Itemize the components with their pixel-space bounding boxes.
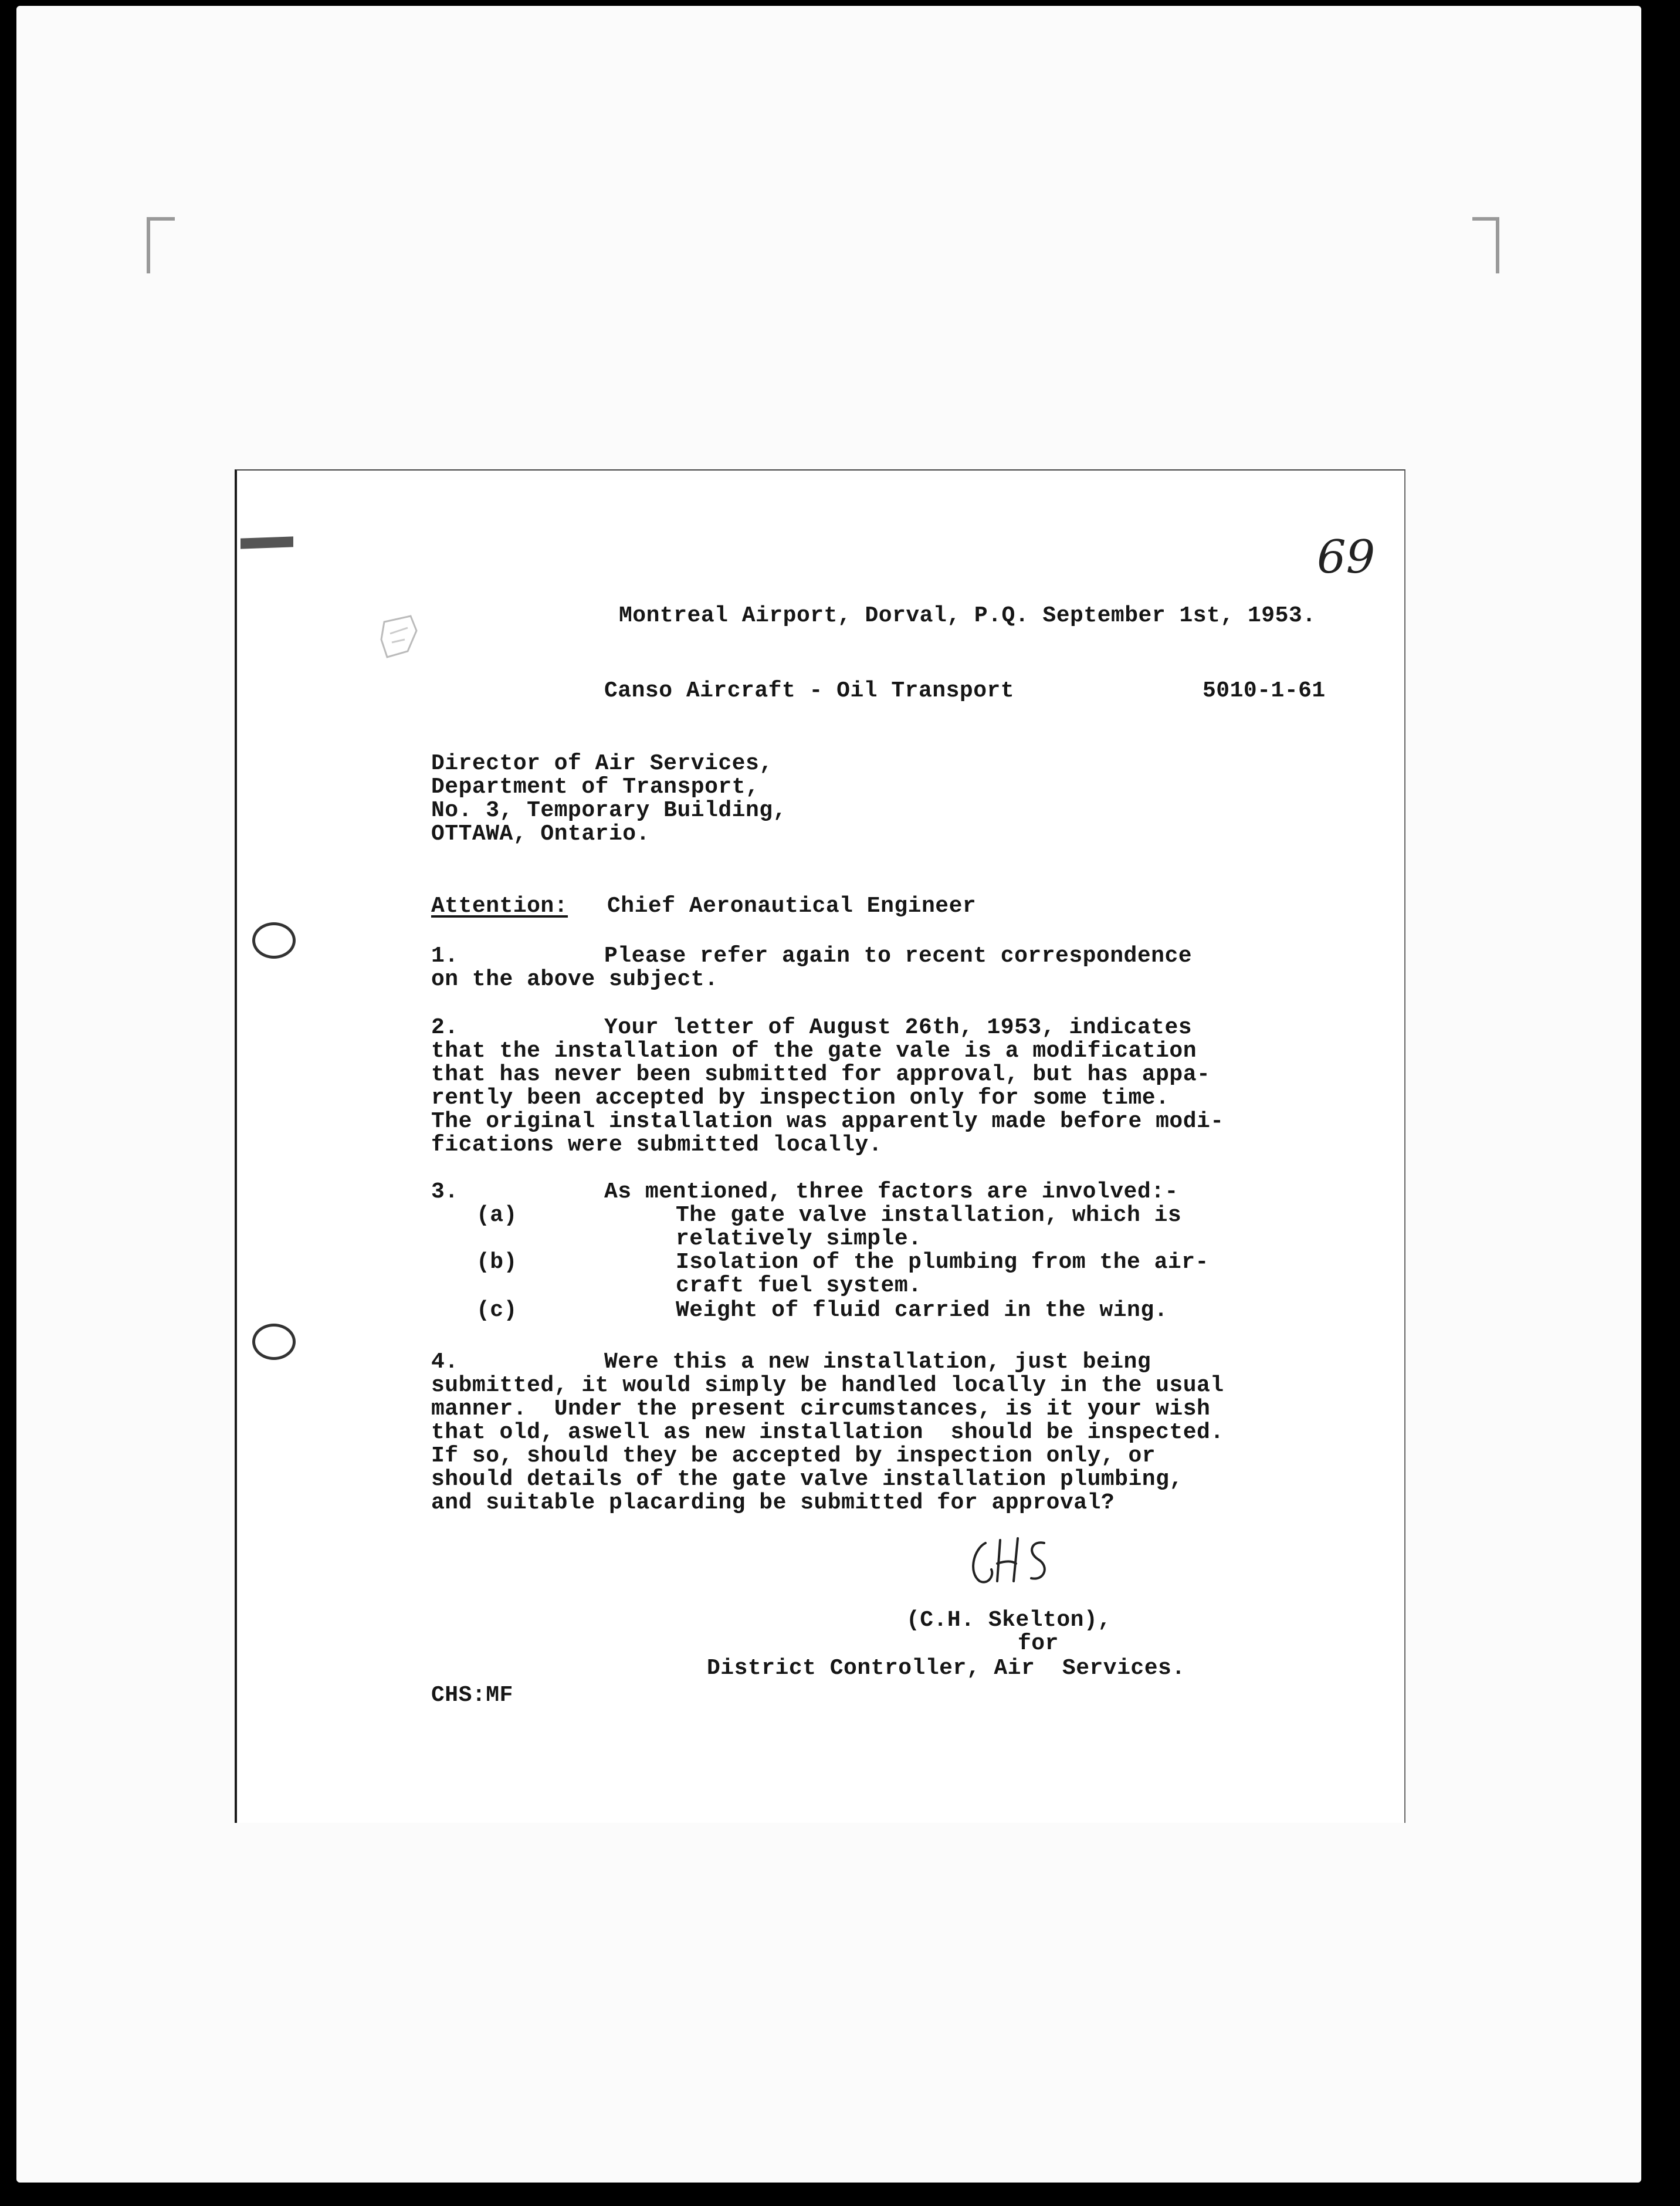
para-4-line-2: submitted, it would simply be handled locally in the usual <box>431 1373 1224 1398</box>
para-3-intro: As mentioned, three factors are involved:- <box>604 1179 1178 1204</box>
address-line-4: OTTAWA, Ontario. <box>431 821 650 847</box>
para-2-line-4: rently been accepted by inspection only for some time. <box>431 1085 1170 1111</box>
reference-initials: CHS:MF <box>431 1683 513 1708</box>
signatory-for: for <box>1018 1631 1059 1656</box>
factor-b-label: (b) <box>476 1250 517 1275</box>
factor-a-line-1: The gate valve installation, which is <box>676 1203 1182 1228</box>
para-2-line-3: that has never been submitted for approval, but has appa- <box>431 1062 1211 1087</box>
para-4-line-7: and suitable placarding be submitted for approval? <box>431 1490 1115 1515</box>
page-number: 69 <box>1317 531 1376 584</box>
factor-a-label: (a) <box>476 1203 517 1228</box>
para-2-line-5: The original installation was apparently made before modi- <box>431 1109 1224 1134</box>
address-line-2: Department of Transport, <box>431 774 760 800</box>
page-edge-smudge <box>241 536 293 549</box>
file-number: 5010-1-61 <box>1203 678 1326 703</box>
para-4-line-1: Were this a new installation, just being <box>604 1349 1151 1375</box>
address-line-3: No. 3, Temporary Building, <box>431 798 787 823</box>
attention-label: Attention: <box>431 894 568 919</box>
para-2-line-2: that the installation of the gate vale is a modification <box>431 1038 1197 1064</box>
para-2-line-6: fications were submitted locally. <box>431 1132 883 1158</box>
para-1-number: 1. <box>431 943 459 969</box>
signatory-title: District Controller, Air Services. <box>707 1656 1186 1681</box>
para-4-number: 4. <box>431 1349 459 1375</box>
factor-c-label: (c) <box>476 1298 517 1323</box>
para-3-number: 3. <box>431 1179 459 1204</box>
subject-line: Canso Aircraft - Oil Transport <box>604 678 1015 703</box>
factor-b-line-1: Isolation of the plumbing from the air- <box>676 1250 1209 1275</box>
place-and-date: Montreal Airport, Dorval, P.Q. September 1st, 1953. <box>619 603 1316 628</box>
para-4-line-3: manner. Under the present circumstances, is it your wish <box>431 1396 1211 1422</box>
factor-c-line-1: Weight of fluid carried in the wing. <box>676 1298 1168 1323</box>
factor-a-line-2: relatively simple. <box>676 1226 922 1251</box>
para-4-line-4: that old, aswell as new installation should be inspected. <box>431 1420 1224 1445</box>
punch-hole-icon <box>252 922 296 959</box>
para-4-line-6: should details of the gate valve installation plumbing, <box>431 1467 1183 1492</box>
attention-value: Chief Aeronautical Engineer <box>607 894 977 919</box>
factor-b-line-2: craft fuel system. <box>676 1273 922 1298</box>
punch-hole-icon <box>252 1324 296 1360</box>
crop-mark-top-right <box>1472 217 1499 273</box>
address-line-1: Director of Air Services, <box>431 751 773 776</box>
para-2-line-1: Your letter of August 26th, 1953, indicates <box>604 1015 1193 1040</box>
para-1-line-1: Please refer again to recent correspondence <box>604 943 1193 969</box>
para-1-line-2: on the above subject. <box>431 967 719 992</box>
para-4-line-5: If so, should they be accepted by inspection only, or <box>431 1443 1156 1469</box>
para-2-number: 2. <box>431 1015 459 1040</box>
faded-stamp-icon <box>375 610 422 663</box>
handwritten-initials-signature <box>962 1531 1068 1590</box>
crop-mark-top-left <box>147 217 175 273</box>
signatory-name: (C.H. Skelton), <box>906 1608 1112 1633</box>
